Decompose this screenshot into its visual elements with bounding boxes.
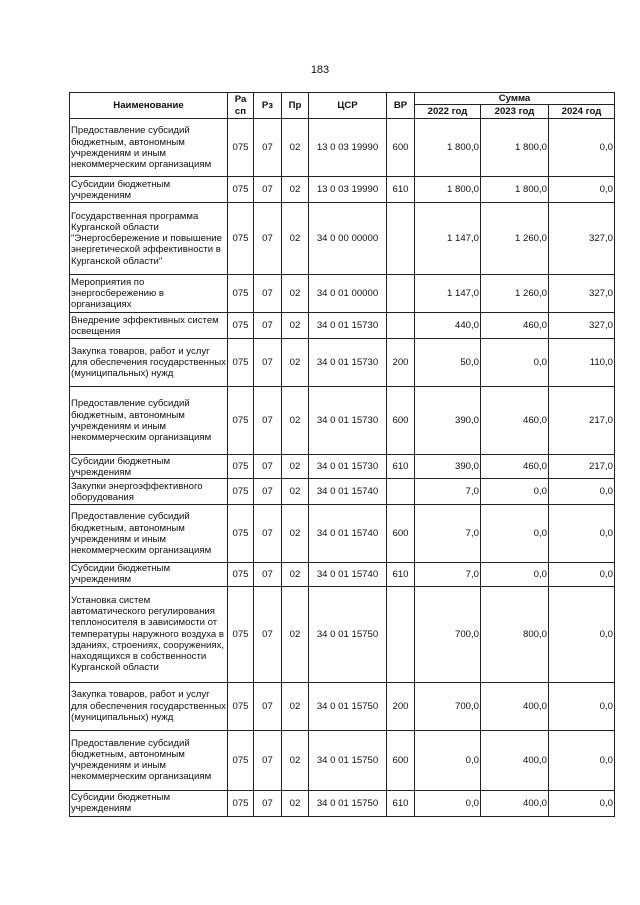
cell-vr: 610 <box>387 563 415 586</box>
cell-y2024: 0,0 <box>549 119 615 177</box>
cell-y2024: 327,0 <box>549 203 615 275</box>
cell-pr: 02 <box>282 563 309 586</box>
cell-csr: 34 0 01 15750 <box>309 586 387 682</box>
cell-rasp: 075 <box>228 586 254 682</box>
cell-pr: 02 <box>282 339 309 387</box>
cell-rasp: 075 <box>228 790 254 816</box>
cell-y2024: 0,0 <box>549 730 615 790</box>
cell-rasp: 075 <box>228 479 254 505</box>
cell-rz: 07 <box>254 177 282 203</box>
cell-csr: 34 0 01 15750 <box>309 682 387 730</box>
cell-y2024: 110,0 <box>549 339 615 387</box>
cell-y2022: 1 800,0 <box>415 119 481 177</box>
cell-y2023: 1 260,0 <box>481 275 549 313</box>
table-row <box>70 790 615 816</box>
table-row <box>70 586 615 682</box>
cell-y2023: 1 800,0 <box>481 119 549 177</box>
cell-y2022: 1 147,0 <box>415 275 481 313</box>
cell-vr <box>387 586 415 682</box>
cell-y2023: 400,0 <box>481 790 549 816</box>
cell-vr: 200 <box>387 339 415 387</box>
cell-rz: 07 <box>254 730 282 790</box>
cell-y2023: 800,0 <box>481 586 549 682</box>
cell-pr: 02 <box>282 586 309 682</box>
cell-y2022: 1 800,0 <box>415 177 481 203</box>
cell-vr: 600 <box>387 730 415 790</box>
cell-name: Предоставление субсидий бюджетным, автономным учреждениям и иным некоммерческим организациям <box>70 387 228 455</box>
table-row <box>70 177 615 203</box>
cell-name: Предоставление субсидий бюджетным, автономным учреждениям и иным некоммерческим организациям <box>70 505 228 563</box>
cell-rasp: 075 <box>228 203 254 275</box>
cell-name: Государственная программа Курганской области "Энергосбережение и повышение энергетической эффективности в Курганской области" <box>70 203 228 275</box>
cell-y2023: 460,0 <box>481 455 549 479</box>
cell-rz: 07 <box>254 203 282 275</box>
cell-vr: 200 <box>387 682 415 730</box>
cell-y2023: 0,0 <box>481 563 549 586</box>
cell-pr: 02 <box>282 505 309 563</box>
cell-rasp: 075 <box>228 177 254 203</box>
cell-y2024: 0,0 <box>549 682 615 730</box>
table-row <box>70 275 615 313</box>
cell-rasp: 075 <box>228 313 254 339</box>
cell-csr: 34 0 01 15740 <box>309 563 387 586</box>
cell-rz: 07 <box>254 455 282 479</box>
cell-rasp: 075 <box>228 505 254 563</box>
cell-csr: 34 0 01 00000 <box>309 275 387 313</box>
cell-rz: 07 <box>254 339 282 387</box>
cell-name: Предоставление субсидий бюджетным, автономным учреждениям и иным некоммерческим организациям <box>70 730 228 790</box>
cell-vr <box>387 203 415 275</box>
cell-y2023: 1 260,0 <box>481 203 549 275</box>
cell-y2022: 7,0 <box>415 479 481 505</box>
cell-rz: 07 <box>254 505 282 563</box>
cell-name: Внедрение эффективных систем освещения <box>70 313 228 339</box>
header-2023: 2023 год <box>481 105 549 119</box>
cell-name: Субсидии бюджетным учреждениям <box>70 563 228 586</box>
cell-vr: 610 <box>387 177 415 203</box>
cell-rz: 07 <box>254 586 282 682</box>
cell-rasp: 075 <box>228 275 254 313</box>
cell-vr: 610 <box>387 790 415 816</box>
cell-y2022: 700,0 <box>415 586 481 682</box>
cell-csr: 34 0 01 15730 <box>309 387 387 455</box>
cell-y2024: 327,0 <box>549 313 615 339</box>
cell-rasp: 075 <box>228 563 254 586</box>
cell-rz: 07 <box>254 313 282 339</box>
cell-csr: 34 0 01 15730 <box>309 455 387 479</box>
cell-vr: 600 <box>387 119 415 177</box>
cell-name: Предоставление субсидий бюджетным, автономным учреждениям и иным некоммерческим организациям <box>70 119 228 177</box>
table-row <box>70 563 615 586</box>
cell-y2023: 0,0 <box>481 339 549 387</box>
cell-name: Закупка товаров, работ и услуг для обеспечения государственных (муниципальных) нужд <box>70 339 228 387</box>
cell-pr: 02 <box>282 730 309 790</box>
cell-csr: 13 0 03 19990 <box>309 119 387 177</box>
cell-csr: 34 0 00 00000 <box>309 203 387 275</box>
cell-pr: 02 <box>282 203 309 275</box>
cell-name: Субсидии бюджетным учреждениям <box>70 177 228 203</box>
cell-pr: 02 <box>282 177 309 203</box>
cell-y2024: 0,0 <box>549 479 615 505</box>
cell-rz: 07 <box>254 682 282 730</box>
cell-y2022: 0,0 <box>415 730 481 790</box>
cell-rasp: 075 <box>228 339 254 387</box>
header-name: Наименование <box>70 93 228 119</box>
cell-csr: 34 0 01 15740 <box>309 479 387 505</box>
cell-pr: 02 <box>282 275 309 313</box>
cell-csr: 34 0 01 15740 <box>309 505 387 563</box>
cell-rz: 07 <box>254 275 282 313</box>
cell-y2024: 0,0 <box>549 586 615 682</box>
header-2024: 2024 год <box>549 105 615 119</box>
cell-name: Закупки энергоэффективного оборудования <box>70 479 228 505</box>
cell-y2023: 400,0 <box>481 730 549 790</box>
budget-table <box>69 92 615 817</box>
cell-csr: 34 0 01 15750 <box>309 790 387 816</box>
header-csr: ЦСР <box>309 93 387 119</box>
table-row <box>70 119 615 177</box>
cell-rasp: 075 <box>228 387 254 455</box>
page-number: 183 <box>310 64 330 76</box>
cell-y2023: 460,0 <box>481 313 549 339</box>
cell-y2023: 460,0 <box>481 387 549 455</box>
cell-pr: 02 <box>282 313 309 339</box>
header-rasp: Ра сп <box>228 93 254 119</box>
header-pr: Пр <box>282 93 309 119</box>
cell-name: Установка систем автоматического регулирования теплоносителя в зависимости от температуры наружного воздуха в зданиях, строениях, сооружениях, находящихся в собственности Курганской области <box>70 586 228 682</box>
table-row <box>70 505 615 563</box>
header-rz: Рз <box>254 93 282 119</box>
table-row <box>70 339 615 387</box>
cell-y2023: 400,0 <box>481 682 549 730</box>
cell-y2024: 0,0 <box>549 177 615 203</box>
cell-y2022: 1 147,0 <box>415 203 481 275</box>
cell-y2024: 0,0 <box>549 505 615 563</box>
cell-pr: 02 <box>282 455 309 479</box>
cell-name: Субсидии бюджетным учреждениям <box>70 455 228 479</box>
cell-vr: 600 <box>387 387 415 455</box>
table-row <box>70 387 615 455</box>
table-row <box>70 203 615 275</box>
cell-vr <box>387 313 415 339</box>
cell-rasp: 075 <box>228 682 254 730</box>
cell-csr: 34 0 01 15730 <box>309 313 387 339</box>
cell-y2024: 327,0 <box>549 275 615 313</box>
cell-y2022: 0,0 <box>415 790 481 816</box>
cell-y2023: 1 800,0 <box>481 177 549 203</box>
cell-vr: 610 <box>387 455 415 479</box>
cell-pr: 02 <box>282 119 309 177</box>
header-vr: ВР <box>387 93 415 119</box>
cell-y2024: 217,0 <box>549 387 615 455</box>
cell-csr: 34 0 01 15750 <box>309 730 387 790</box>
cell-y2022: 7,0 <box>415 505 481 563</box>
table-row <box>70 479 615 505</box>
cell-y2024: 217,0 <box>549 455 615 479</box>
cell-csr: 34 0 01 15730 <box>309 339 387 387</box>
cell-y2022: 440,0 <box>415 313 481 339</box>
header-2022: 2022 год <box>415 105 481 119</box>
cell-csr: 13 0 03 19990 <box>309 177 387 203</box>
cell-rasp: 075 <box>228 455 254 479</box>
table-row <box>70 455 615 479</box>
table-row <box>70 682 615 730</box>
header-sum: Сумма <box>415 93 615 105</box>
cell-rz: 07 <box>254 387 282 455</box>
cell-y2022: 390,0 <box>415 387 481 455</box>
cell-y2022: 390,0 <box>415 455 481 479</box>
cell-pr: 02 <box>282 790 309 816</box>
table-row <box>70 730 615 790</box>
cell-rz: 07 <box>254 563 282 586</box>
cell-vr <box>387 275 415 313</box>
cell-vr <box>387 479 415 505</box>
table-row <box>70 313 615 339</box>
cell-y2024: 0,0 <box>549 790 615 816</box>
cell-y2022: 700,0 <box>415 682 481 730</box>
cell-vr: 600 <box>387 505 415 563</box>
cell-rz: 07 <box>254 119 282 177</box>
cell-rz: 07 <box>254 479 282 505</box>
cell-pr: 02 <box>282 387 309 455</box>
cell-y2023: 0,0 <box>481 479 549 505</box>
cell-y2023: 0,0 <box>481 505 549 563</box>
cell-rz: 07 <box>254 790 282 816</box>
cell-name: Мероприятия по энергосбережению в организациях <box>70 275 228 313</box>
cell-pr: 02 <box>282 479 309 505</box>
cell-rasp: 075 <box>228 730 254 790</box>
cell-y2022: 7,0 <box>415 563 481 586</box>
cell-y2024: 0,0 <box>549 563 615 586</box>
cell-y2022: 50,0 <box>415 339 481 387</box>
cell-name: Закупка товаров, работ и услуг для обеспечения государственных (муниципальных) нужд <box>70 682 228 730</box>
cell-pr: 02 <box>282 682 309 730</box>
cell-name: Субсидии бюджетным учреждениям <box>70 790 228 816</box>
cell-rasp: 075 <box>228 119 254 177</box>
